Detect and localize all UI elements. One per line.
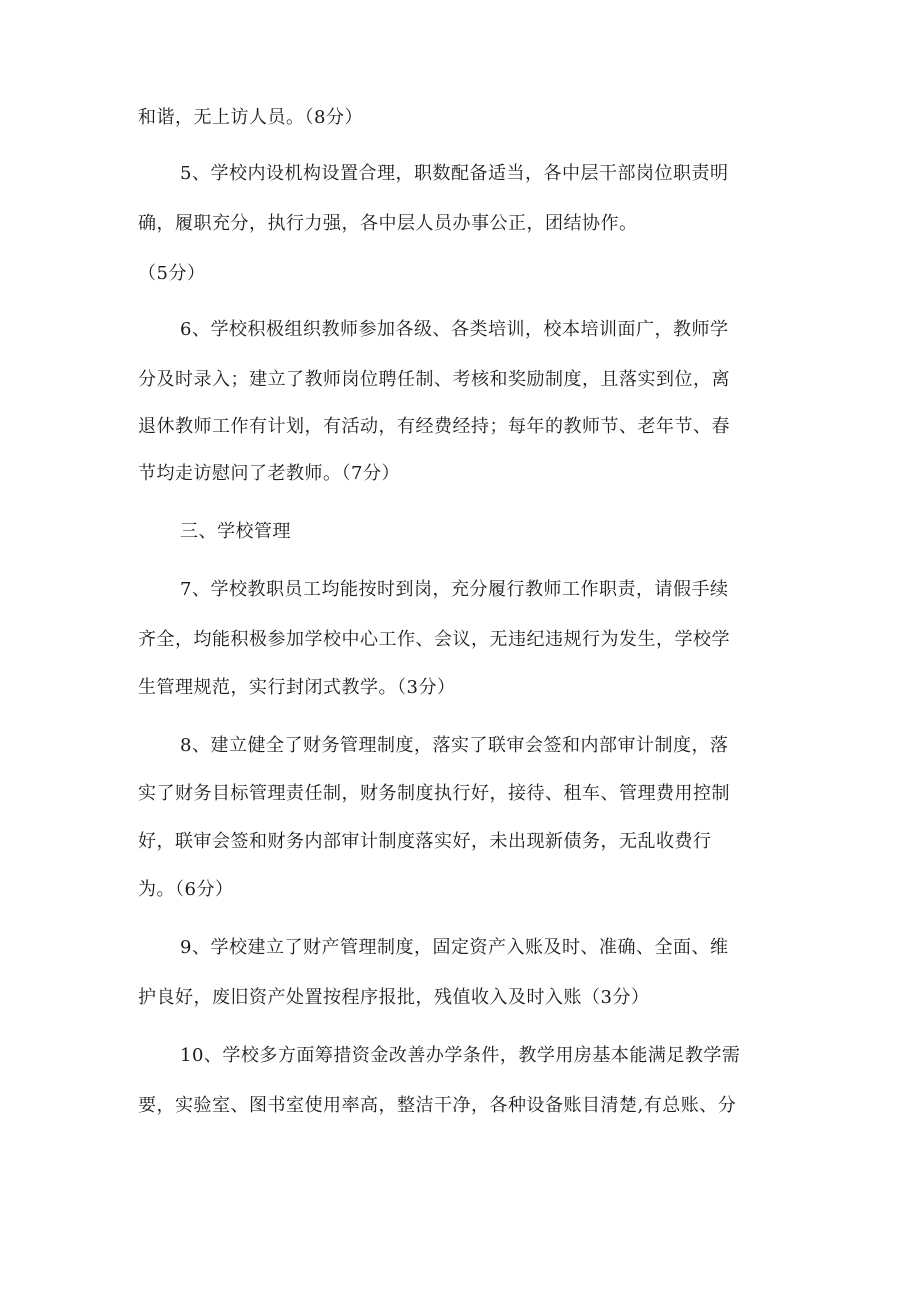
text-line: 齐全，均能积极参加学校中心工作、会议，无违纪违规行为发生，学校学 — [138, 629, 730, 650]
text-line: 9、学校建立了财产管理制度，固定资产入账及时、准确、全面、维 — [180, 937, 729, 958]
text-line: （5分） — [138, 263, 206, 284]
text-line: 10、学校多方面筹措资金改善办学条件，教学用房基本能满足教学需 — [180, 1045, 741, 1066]
text-line: 7、学校教职员工均能按时到岗，充分履行教师工作职责，请假手续 — [180, 579, 729, 600]
text-line: 确，履职充分，执行力强，各中层人员办事公正，团结协作。 — [138, 213, 638, 234]
text-line: 分及时录入；建立了教师岗位聘任制、考核和奖励制度，且落实到位，离 — [138, 369, 730, 390]
text-line: 节均走访慰问了老教师。（7分） — [138, 463, 400, 484]
text-line: 6、学校积极组织教师参加各级、各类培训，校本培训面广，教师学 — [180, 319, 729, 340]
text-line: 生管理规范，实行封闭式教学。（3分） — [138, 677, 456, 698]
text-line: 要，实验室、图书室使用率高，整洁干净，各种设备账目清楚,有总账、分 — [138, 1095, 737, 1116]
text-line: 5、学校内设机构设置合理，职数配备适当，各中层干部岗位职责明 — [180, 163, 729, 184]
text-line: 为。（6分） — [138, 879, 234, 900]
text-line: 好，联审会签和财务内部审计制度落实好，未出现新债务，无乱收费行 — [138, 831, 712, 852]
text-line: 护良好，废旧资产处置按程序报批，残值收入及时入账（3分） — [138, 987, 650, 1008]
text-line: 实了财务目标管理责任制，财务制度执行好，接待、租车、管理费用控制 — [138, 783, 730, 804]
text-line: 退休教师工作有计划，有活动，有经费经持；每年的教师节、老年节、春 — [138, 416, 730, 437]
section-heading: 三、学校管理 — [180, 521, 291, 542]
text-line: 和谐，无上访人员。（8分） — [138, 107, 363, 128]
text-line: 8、建立健全了财务管理制度，落实了联审会签和内部审计制度，落 — [180, 735, 729, 756]
